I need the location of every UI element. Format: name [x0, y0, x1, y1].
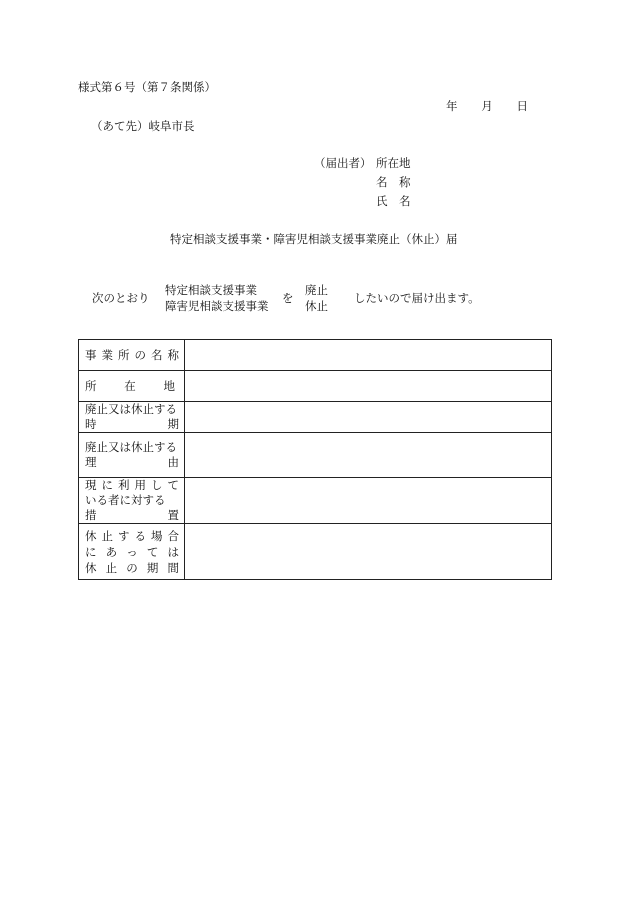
label-char: す — [118, 528, 130, 543]
notifier-label: （届出者） — [314, 156, 372, 170]
statement-action-suspend: 休止 — [305, 299, 328, 313]
label-line: 廃止又は休止する — [85, 440, 177, 454]
label-line — [85, 478, 179, 493]
statement-prefix: 次のとおり — [92, 291, 150, 305]
statement-business-2: 障害児相談支援事業 — [165, 299, 269, 313]
table-row — [79, 524, 552, 580]
label-char: 休 — [85, 528, 97, 543]
label-char: 所 — [85, 378, 97, 393]
document-title: 特定相談支援事業・障害児相談支援事業廃止（休止）届 — [170, 232, 458, 246]
location-field[interactable] — [185, 371, 552, 402]
label-char: て — [167, 478, 179, 492]
label-char: 場 — [151, 528, 163, 543]
label-char: 称 — [167, 347, 179, 362]
label-char: あ — [105, 544, 118, 559]
label-char: 在 — [124, 378, 136, 393]
date-line — [446, 99, 528, 113]
label-char: の — [134, 347, 146, 362]
facility-name-field[interactable] — [185, 340, 552, 371]
label-char: 現 — [85, 478, 97, 492]
label-char: 止 — [105, 560, 118, 575]
statement-action-abolish: 廃止 — [305, 283, 328, 297]
label-char: 理 — [85, 455, 97, 469]
addressee: （あて先）岐阜市長 — [91, 119, 195, 133]
label-char: 業 — [101, 347, 113, 362]
label-line: 廃止又は休止する — [85, 402, 177, 416]
label-char: 間 — [167, 560, 179, 575]
statement-business-1: 特定相談支援事業 — [165, 283, 257, 297]
label-line — [85, 508, 179, 523]
reason-field[interactable] — [185, 433, 552, 478]
label-char: に — [101, 478, 113, 492]
label-char: 名 — [151, 347, 163, 362]
label-char: 期 — [167, 417, 179, 431]
label-char: 置 — [167, 508, 179, 522]
label-char: 期 — [146, 560, 159, 575]
label-char: 時 — [85, 417, 97, 431]
row-label-suspension-period — [79, 524, 185, 580]
notifier-field-address: 所在地 — [376, 156, 411, 170]
label-line — [85, 455, 179, 470]
label-line — [85, 544, 179, 560]
date-year-label: 年 — [446, 99, 458, 113]
table-row — [79, 402, 552, 433]
date-month-label: 月 — [481, 99, 493, 113]
label-char: し — [151, 478, 163, 492]
label-line — [85, 417, 179, 432]
label-char: 事 — [85, 347, 97, 362]
table-row — [79, 340, 552, 371]
row-label-location — [79, 371, 185, 402]
label-char: 措 — [85, 508, 97, 522]
measures-field[interactable] — [185, 478, 552, 524]
label-line — [85, 379, 179, 394]
statement-suffix: したいので届け出ます。 — [354, 291, 480, 305]
label-char: に — [85, 544, 97, 559]
label-char: 由 — [167, 455, 179, 469]
label-line — [85, 348, 179, 363]
table-row — [79, 371, 552, 402]
notifier-field-person: 氏 名 — [376, 194, 411, 208]
label-char: の — [126, 560, 138, 575]
label-char: て — [146, 544, 159, 559]
label-char: 利 — [118, 478, 130, 492]
label-char: 所 — [118, 347, 130, 362]
notification-form-table — [78, 339, 552, 580]
form-number: 様式第６号（第７条関係） — [78, 80, 216, 94]
label-char: 休 — [85, 560, 97, 575]
row-label-measures — [79, 478, 185, 524]
notifier-field-name: 名 称 — [376, 175, 411, 189]
row-label-facility-name — [79, 340, 185, 371]
label-char: 合 — [167, 528, 179, 543]
label-char: 用 — [134, 478, 146, 492]
label-line — [85, 528, 179, 544]
row-label-period — [79, 402, 185, 433]
suspension-period-field[interactable] — [185, 524, 552, 580]
label-char: る — [134, 528, 146, 543]
label-char: は — [167, 544, 179, 559]
table-row — [79, 478, 552, 524]
label-line — [85, 560, 179, 576]
statement-particle: を — [282, 291, 294, 305]
label-char: 地 — [163, 378, 175, 393]
row-label-reason — [79, 433, 185, 478]
date-day-label: 日 — [516, 99, 528, 113]
label-line: いる者に対する — [85, 493, 166, 507]
period-field[interactable] — [185, 402, 552, 433]
table-row — [79, 433, 552, 478]
label-char: 止 — [101, 528, 113, 543]
label-char: っ — [126, 544, 138, 559]
